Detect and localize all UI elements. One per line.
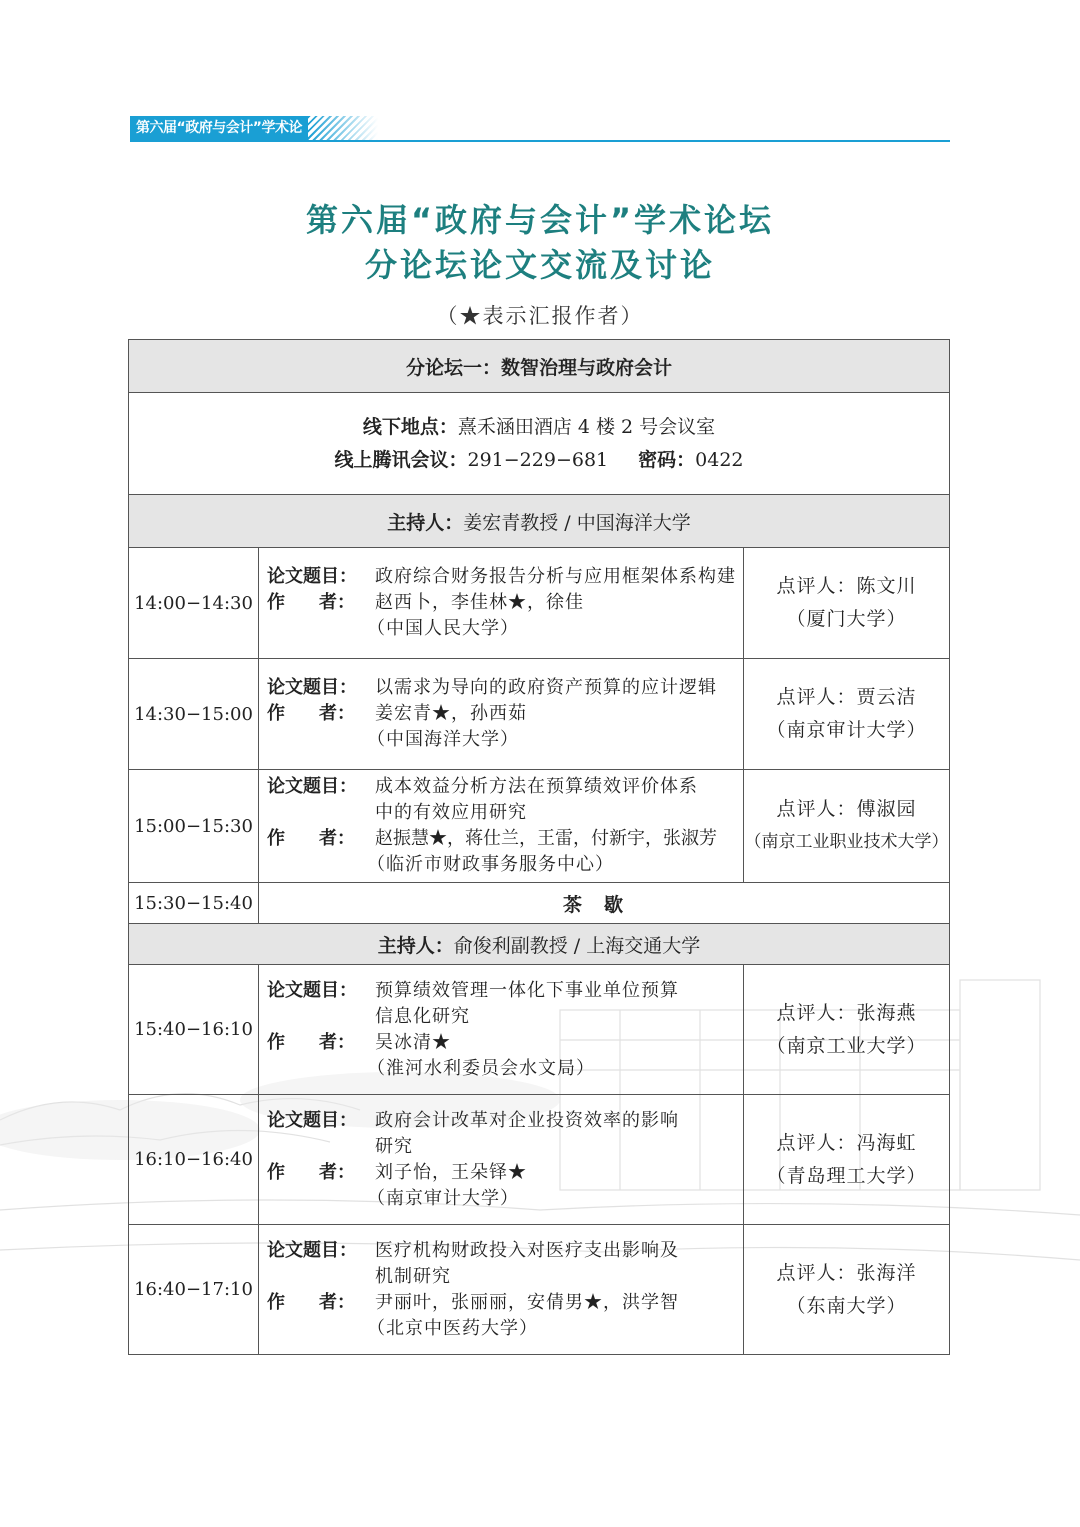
author-label-b: 者： [319, 828, 355, 849]
password-value: 0422 [695, 448, 744, 471]
reviewer-name: 点评人：陈文川 [776, 575, 917, 597]
author-label-a: 作 [267, 1161, 285, 1183]
paper-affiliation: （北京中医药大学） [367, 1317, 538, 1339]
legend-note: （★表示汇报作者） [436, 304, 644, 328]
reviewer-org: （青岛理工大学） [766, 1164, 927, 1187]
venue-cell [129, 393, 950, 495]
host-cell [129, 924, 950, 965]
paper-title-label: 论文题目： [267, 1109, 357, 1131]
paper-title-label: 论文题目： [267, 776, 357, 797]
offline-value: 熹禾涵田酒店 4 楼 2 号会议室 [457, 415, 716, 438]
reviewer-org: （南京工业大学） [766, 1034, 927, 1057]
author-label-a: 作 [267, 1031, 285, 1053]
paper-title: 成本效益分析方法在预算绩效评价体系 [375, 776, 698, 797]
session-time: 16:10−16:40 [129, 1095, 259, 1225]
author-label-a: 作 [267, 828, 285, 849]
author-label-b: 者： [319, 1291, 355, 1313]
author-label-b: 者： [319, 1031, 355, 1053]
break-label: 茶歇 [259, 883, 950, 924]
author-label-b: 者： [319, 703, 355, 724]
paper-title: 政府综合财务报告分析与应用框架体系构建 [375, 566, 736, 587]
header-hatch-decoration [308, 116, 378, 141]
paper-authors: 赵西卜，李佳林★，徐佳 [375, 592, 584, 613]
host-cell [129, 495, 950, 548]
reviewer-cell [744, 1095, 950, 1225]
online-label: 线上腾讯会议： [334, 448, 468, 471]
section-title: 分论坛一：数智治理与政府会计 [129, 340, 950, 393]
paper-affiliation: （临沂市财政事务服务中心） [367, 854, 614, 875]
reviewer-cell [744, 659, 950, 770]
reviewer-org: （东南大学） [786, 1294, 907, 1317]
schedule-table [128, 339, 950, 1355]
paper-authors: 尹丽叶，张丽丽，安倩男★，洪学智 [375, 1291, 679, 1313]
reviewer-name: 点评人：傅淑园 [776, 798, 917, 820]
paper-title-cont: 研究 [375, 1135, 413, 1157]
host-row [129, 924, 950, 965]
password-label: 密码： [638, 448, 696, 471]
session-time: 15:40−16:10 [129, 965, 259, 1095]
reviewer-name: 点评人：贾云洁 [776, 686, 917, 708]
session-row [129, 548, 950, 659]
reviewer-cell [744, 1225, 950, 1355]
page-title: 第六届“政府与会计”学术论坛 [305, 201, 775, 239]
host-value: 俞俊利副教授 / 上海交通大学 [453, 934, 701, 957]
paper-title: 政府会计改革对企业投资效率的影响 [375, 1109, 679, 1131]
reviewer-org: （南京审计大学） [766, 719, 927, 741]
paper-cell [259, 770, 744, 883]
reviewer-cell [744, 548, 950, 659]
offline-venue [129, 411, 949, 444]
session-row [129, 1095, 950, 1225]
author-label-a: 作 [267, 1291, 285, 1313]
author-label-b: 者： [319, 592, 355, 613]
reviewer-org: （厦门大学） [786, 608, 907, 630]
paper-title-cont: 信息化研究 [375, 1005, 470, 1027]
paper-cell [259, 659, 744, 770]
paper-authors: 吴冰清★ [375, 1031, 451, 1053]
session-row [129, 965, 950, 1095]
session-row [129, 659, 950, 770]
session-row [129, 770, 950, 883]
paper-affiliation: （南京审计大学） [367, 1187, 519, 1209]
author-label-b: 者： [319, 1161, 355, 1183]
paper-title-cont: 中的有效应用研究 [375, 802, 527, 823]
paper-authors: 刘子怡，王朵铎★ [375, 1161, 527, 1183]
paper-affiliation: （淮河水利委员会水文局） [367, 1057, 595, 1079]
break-row [129, 883, 950, 924]
page-subtitle: 分论坛论文交流及讨论 [364, 246, 715, 284]
session-time: 14:30−15:00 [129, 659, 259, 770]
header-rule [130, 140, 950, 142]
reviewer-name: 点评人：张海燕 [776, 1001, 917, 1024]
author-label-a: 作 [267, 592, 285, 613]
venue-row [129, 393, 950, 495]
paper-title-label: 论文题目： [267, 979, 357, 1001]
author-label-a: 作 [267, 703, 285, 724]
paper-affiliation: （中国人民大学） [367, 618, 519, 639]
paper-cell [259, 965, 744, 1095]
reviewer-cell [744, 770, 950, 883]
paper-title-label: 论文题目： [267, 677, 357, 698]
paper-title: 以需求为导向的政府资产预算的应计逻辑 [375, 677, 717, 698]
paper-title: 预算绩效管理一体化下事业单位预算 [375, 979, 679, 1001]
session-time: 14:00−14:30 [129, 548, 259, 659]
online-meeting [129, 444, 949, 477]
host-label: 主持人： [387, 511, 464, 534]
host-value: 姜宏青教授 / 中国海洋大学 [463, 511, 691, 534]
paper-affiliation: （中国海洋大学） [367, 729, 519, 750]
paper-cell [259, 1225, 744, 1355]
offline-label: 线下地点： [362, 415, 458, 438]
paper-title-label: 论文题目： [267, 566, 357, 587]
reviewer-name: 点评人：张海洋 [776, 1261, 917, 1284]
break-time: 15:30−15:40 [129, 883, 259, 924]
reviewer-name: 点评人：冯海虹 [776, 1131, 917, 1154]
running-header [130, 116, 950, 161]
reviewer-org: （南京工业职业技术大学） [744, 832, 949, 852]
paper-authors: 赵振慧★，蒋仕兰，王雷，付新宇，张淑芳 [375, 828, 717, 849]
session-time: 15:00−15:30 [129, 770, 259, 883]
paper-title-label: 论文题目： [267, 1239, 357, 1261]
session-time: 16:40−17:10 [129, 1225, 259, 1355]
host-row [129, 495, 950, 548]
session-row [129, 1225, 950, 1355]
paper-cell [259, 1095, 744, 1225]
paper-cell [259, 548, 744, 659]
paper-title-cont: 机制研究 [375, 1265, 451, 1287]
section-title-row [129, 340, 950, 393]
reviewer-cell [744, 965, 950, 1095]
online-meeting-id: 291−229−681 [467, 448, 609, 471]
host-label: 主持人： [377, 934, 454, 957]
header-tag: 第六届“政府与会计”学术论坛 [130, 116, 308, 141]
paper-authors: 姜宏青★，孙西茹 [375, 703, 527, 724]
paper-title: 医疗机构财政投入对医疗支出影响及 [375, 1239, 679, 1261]
